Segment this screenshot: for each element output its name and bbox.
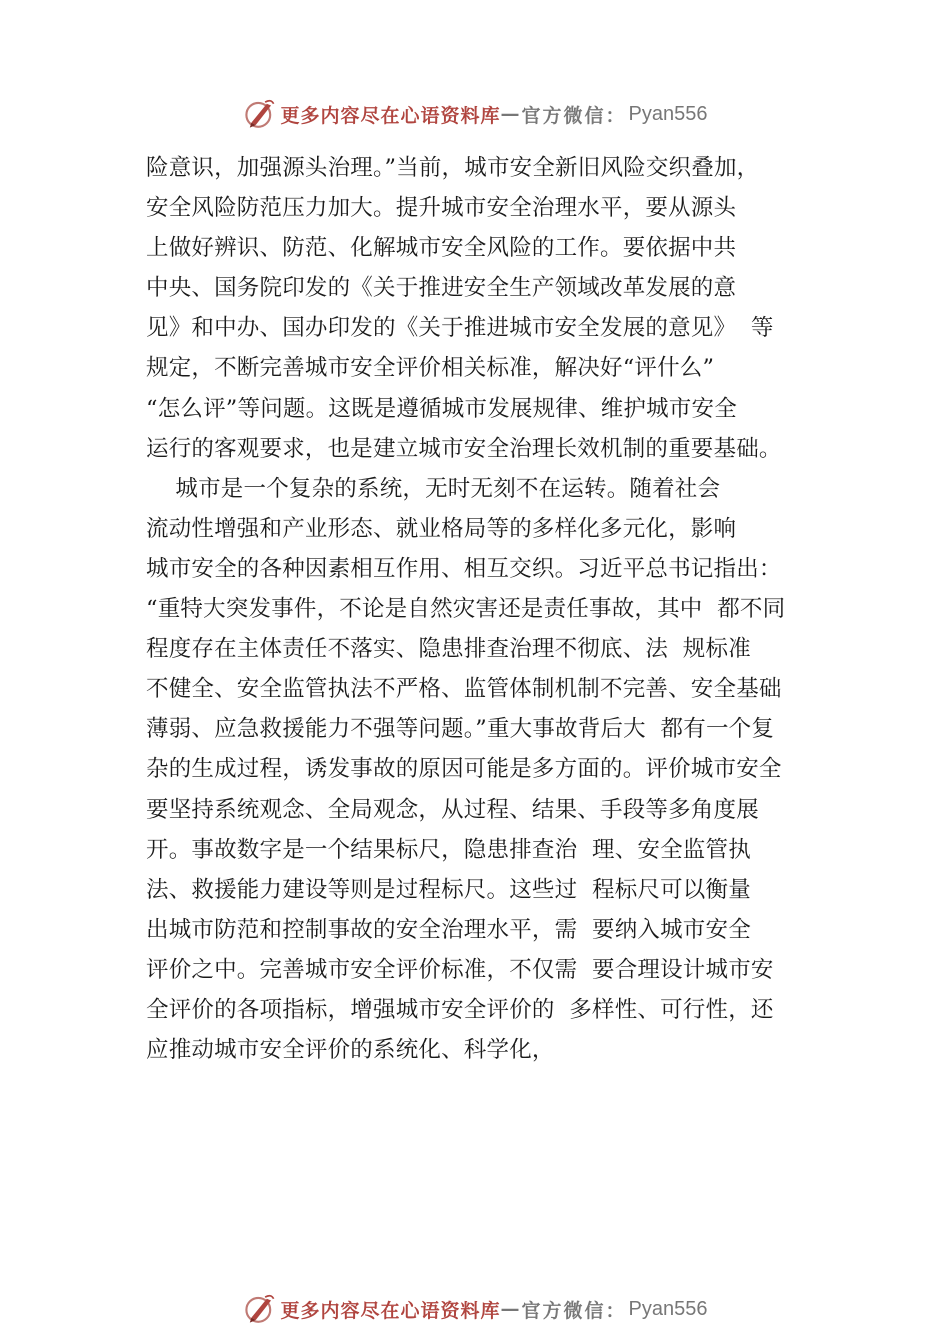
text-line: 应推动城市安全评价的系统化、科学化， xyxy=(146,1037,555,1064)
text-line: 法、救援能力建设等则是过程标尺。这些过 程标尺可以衡量 xyxy=(146,876,751,903)
text-line: 险意识，加强源头治理。”当前，城市安全新旧风险交织叠加， xyxy=(146,155,760,181)
text-line: 城市安全的各种因素相互作用、相互交织。习近平总书记指出： xyxy=(146,555,782,582)
text-line: 中央、国务院印发的《关于推进安全生产领域改革发展的意 xyxy=(146,275,737,302)
text-line: 程度存在主体责任不落实、隐患排查治理不彻底、法 规标准 xyxy=(146,636,751,663)
text-line: 见》和中办、国办印发的《关于推进城市安全发展的意见》 等 xyxy=(146,315,774,342)
text-line: 杂的生成过程，诱发事故的原因可能是多方面的。评价城市安全 xyxy=(146,756,782,783)
banner-wechat-label: 官方微信： xyxy=(521,104,627,127)
text-line: 规定，不断完善城市安全评价相关标准，解决好“评什么” xyxy=(146,355,715,382)
footer-banner xyxy=(0,1289,950,1329)
banner-wechat-id: Pyan556 xyxy=(628,1297,708,1320)
banner-dash: — xyxy=(500,103,522,125)
text-line: 上做好辨识、防范、化解城市安全风险的工作。要依据中共 xyxy=(146,235,737,262)
text-line: 城市是一个复杂的系统，无时无刻不在运转。随着社会 xyxy=(146,475,721,502)
text-line: 全评价的各项指标，增强城市安全评价的 多样性、可行性，还 xyxy=(146,996,774,1023)
text-line: 安全风险防范压力加大。提升城市安全治理水平，要从源头 xyxy=(146,195,737,222)
document-body xyxy=(146,148,846,1070)
text-line: 不健全、安全监管执法不严格、监管体制机制不完善、安全基础 xyxy=(146,676,782,703)
banner-site-text: 更多内容尽在心语资料库 xyxy=(280,104,501,127)
text-line: 运行的客观要求，也是建立城市安全治理长效机制的重要基础。 xyxy=(146,435,782,462)
pen-logo-icon xyxy=(243,1292,277,1326)
banner-site-text: 更多内容尽在心语资料库 xyxy=(280,1299,501,1322)
text-line: 薄弱、应急救援能力不强等问题。”重大事故背后大 都有一个复 xyxy=(146,716,775,743)
pen-logo-icon xyxy=(243,97,277,131)
text-line: 开。事故数字是一个结果标尺，隐患排查治 理、安全监管执 xyxy=(146,836,751,863)
text-line: “怎么评”等问题。这既是遵循城市发展规律、维护城市安全 xyxy=(146,395,737,422)
text-line: 要坚持系统观念、全局观念，从过程、结果、手段等多角度展 xyxy=(146,796,759,823)
text-line: 流动性增强和产业形态、就业格局等的多样化多元化，影响 xyxy=(146,515,737,542)
text-line: 评价之中。完善城市安全评价标准，不仅需 要合理设计城市安 xyxy=(146,956,774,983)
banner-wechat-label: 官方微信： xyxy=(521,1299,627,1322)
banner-wechat-id: Pyan556 xyxy=(628,102,708,125)
text-line: “重特大突发事件，不论是自然灾害还是责任事故，其中 都不同 xyxy=(146,596,786,623)
text-line: 出城市防范和控制事故的安全治理水平，需 要纳入城市安全 xyxy=(146,916,751,943)
banner-dash: — xyxy=(500,1298,522,1320)
header-banner xyxy=(0,94,950,134)
